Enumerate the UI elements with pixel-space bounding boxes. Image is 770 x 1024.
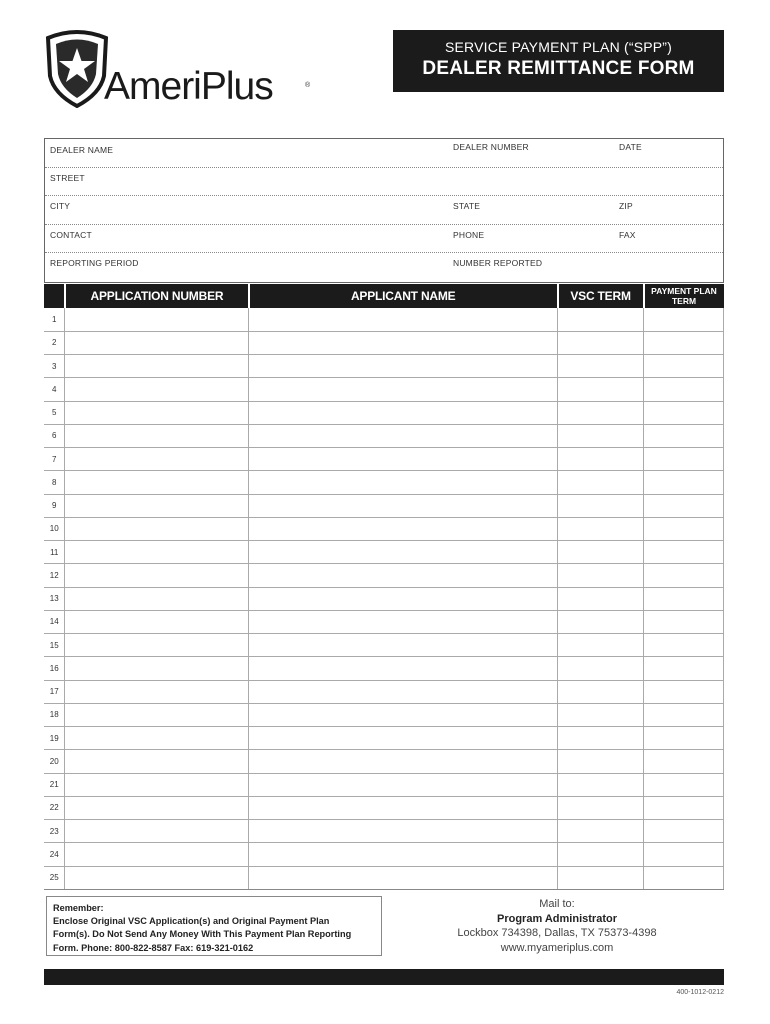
applicant-name-cell[interactable] (249, 727, 558, 750)
vsc-term-cell[interactable] (558, 820, 644, 843)
table-row (44, 587, 724, 610)
applicant-name-cell[interactable] (249, 703, 558, 726)
phone-field[interactable]: PHONE (453, 229, 485, 240)
payment-plan-term-cell[interactable] (644, 587, 724, 610)
applicant-name-cell[interactable] (249, 796, 558, 819)
vsc-term-cell[interactable] (558, 564, 644, 587)
row-number: 6 (44, 424, 65, 447)
payment-plan-term-cell[interactable] (644, 517, 724, 540)
applicant-name-cell[interactable] (249, 424, 558, 447)
vsc-term-cell[interactable] (558, 657, 644, 680)
vsc-term-cell[interactable] (558, 680, 644, 703)
application-number-cell[interactable] (65, 680, 249, 703)
applicant-name-cell[interactable] (249, 541, 558, 564)
contact-field[interactable]: CONTACT (50, 229, 92, 240)
payment-plan-term-cell[interactable] (644, 448, 724, 471)
application-table-body (44, 308, 724, 889)
applicant-name-cell[interactable] (249, 680, 558, 703)
table-row (44, 727, 724, 750)
remember-line-1: Enclose Original VSC Application(s) and Original Payment Plan (53, 916, 330, 927)
form-title: DEALER REMITTANCE FORM (422, 58, 695, 79)
table-row (44, 703, 724, 726)
row-number: 5 (44, 401, 65, 424)
row-number: 7 (44, 448, 65, 471)
application-number-cell[interactable] (65, 401, 249, 424)
payment-plan-term-cell[interactable] (644, 634, 724, 657)
row-number: 3 (44, 355, 65, 378)
application-number-cell[interactable] (65, 773, 249, 796)
application-number-cell[interactable] (65, 424, 249, 447)
applicant-name-cell[interactable] (249, 820, 558, 843)
vsc-term-cell[interactable] (558, 471, 644, 494)
applicant-name-cell[interactable] (249, 401, 558, 424)
vsc-term-cell[interactable] (558, 541, 644, 564)
application-number-cell[interactable] (65, 703, 249, 726)
application-table (44, 284, 724, 890)
footer-bar (44, 969, 724, 985)
applicant-name-cell[interactable] (249, 355, 558, 378)
table-row (44, 355, 724, 378)
applicant-name-cell[interactable] (249, 448, 558, 471)
application-number-cell[interactable] (65, 587, 249, 610)
table-row (44, 796, 724, 819)
payment-plan-term-cell[interactable] (644, 750, 724, 773)
applicant-name-cell[interactable] (249, 866, 558, 889)
table-row (44, 634, 724, 657)
row-number: 16 (44, 657, 65, 680)
applicant-name-cell[interactable] (249, 517, 558, 540)
row-number: 19 (44, 727, 65, 750)
applicant-name-cell[interactable] (249, 610, 558, 633)
zip-field[interactable]: ZIP (619, 201, 633, 212)
vsc-term-cell[interactable] (558, 424, 644, 447)
row-number: 20 (44, 750, 65, 773)
payment-plan-term-cell[interactable] (644, 401, 724, 424)
reporting-period-field[interactable]: REPORTING PERIOD (50, 258, 139, 269)
vsc-term-cell[interactable] (558, 494, 644, 517)
application-number-cell[interactable] (65, 541, 249, 564)
table-row (44, 820, 724, 843)
application-number-cell[interactable] (65, 634, 249, 657)
applicant-name-header: APPLICANT NAME (249, 284, 558, 308)
application-number-cell[interactable] (65, 866, 249, 889)
dealer-name-field[interactable]: DEALER NAME (50, 145, 114, 155)
vsc-term-cell[interactable] (558, 703, 644, 726)
table-row (44, 494, 724, 517)
vsc-term-cell[interactable] (558, 634, 644, 657)
remember-line-2: Form(s). Do Not Send Any Money With This Payment Plan Reporting (53, 929, 352, 940)
date-field[interactable]: DATE (619, 142, 642, 152)
row-number: 23 (44, 820, 65, 843)
ameriplus-logo (42, 28, 311, 108)
row-number: 4 (44, 378, 65, 401)
payment-plan-term-cell[interactable] (644, 820, 724, 843)
table-row (44, 471, 724, 494)
table-row (44, 378, 724, 401)
row-number: 14 (44, 610, 65, 633)
application-number-cell[interactable] (65, 471, 249, 494)
payment-plan-term-cell[interactable] (644, 471, 724, 494)
application-number-cell[interactable] (65, 564, 249, 587)
row-number: 2 (44, 331, 65, 354)
table-row (44, 657, 724, 680)
application-number-cell[interactable] (65, 331, 249, 354)
row-number: 11 (44, 541, 65, 564)
vsc-term-cell[interactable] (558, 355, 644, 378)
payment-plan-term-cell[interactable] (644, 564, 724, 587)
fax-field[interactable]: FAX (619, 229, 636, 240)
vsc-term-cell[interactable] (558, 378, 644, 401)
application-number-cell[interactable] (65, 378, 249, 401)
row-number-header (44, 284, 65, 308)
table-row (44, 541, 724, 564)
info-row-dealer (45, 139, 723, 168)
row-number: 25 (44, 866, 65, 889)
vsc-term-cell[interactable] (558, 587, 644, 610)
form-subtitle: SERVICE PAYMENT PLAN (“SPP”) (444, 39, 673, 55)
row-number: 8 (44, 471, 65, 494)
vsc-term-cell[interactable] (558, 331, 644, 354)
payment-plan-term-cell[interactable] (644, 541, 724, 564)
table-header-row (44, 284, 724, 308)
application-number-cell[interactable] (65, 517, 249, 540)
row-number: 17 (44, 680, 65, 703)
remember-note (46, 896, 382, 956)
row-number: 10 (44, 517, 65, 540)
website-link[interactable]: www.myameriplus.com (500, 941, 614, 954)
table-row (44, 750, 724, 773)
payment-plan-term-cell[interactable] (644, 331, 724, 354)
vsc-term-cell[interactable] (558, 401, 644, 424)
application-number-cell[interactable] (65, 355, 249, 378)
info-row-street (45, 168, 723, 197)
table-row (44, 308, 724, 331)
applicant-name-cell[interactable] (249, 750, 558, 773)
applicant-name-cell[interactable] (249, 843, 558, 866)
payment-plan-term-cell[interactable] (644, 308, 724, 331)
registered-mark: ® (305, 82, 311, 89)
row-number: 9 (44, 494, 65, 517)
table-row (44, 680, 724, 703)
row-number: 24 (44, 843, 65, 866)
application-number-cell[interactable] (65, 448, 249, 471)
mail-to-address: Lockbox 734398, Dallas, TX 75373-4398 (457, 927, 657, 939)
number-reported-field[interactable]: NUMBER REPORTED (453, 258, 543, 269)
applicant-name-cell[interactable] (249, 587, 558, 610)
row-number: 12 (44, 564, 65, 587)
vsc-term-cell[interactable] (558, 308, 644, 331)
application-number-cell[interactable] (65, 750, 249, 773)
applicant-name-cell[interactable] (249, 378, 558, 401)
payment-plan-term-cell[interactable] (644, 866, 724, 889)
street-field[interactable]: STREET (50, 172, 85, 183)
table-row (44, 773, 724, 796)
payment-plan-term-cell[interactable] (644, 773, 724, 796)
payment-plan-term-cell[interactable] (644, 610, 724, 633)
remember-line-3: Form. Phone: 800-822-8587 Fax: 619-321-0162 (53, 942, 254, 953)
vsc-term-cell[interactable] (558, 517, 644, 540)
logo-wordmark: AmeriPlus (104, 65, 273, 108)
application-number-cell[interactable] (65, 843, 249, 866)
row-number: 18 (44, 703, 65, 726)
application-number-cell[interactable] (65, 657, 249, 680)
payment-plan-term-cell[interactable] (644, 843, 724, 866)
row-number: 21 (44, 773, 65, 796)
table-row (44, 331, 724, 354)
vsc-term-cell[interactable] (558, 796, 644, 819)
applicant-name-cell[interactable] (249, 564, 558, 587)
shield-star-icon (42, 28, 112, 108)
table-row (44, 401, 724, 424)
table-row (44, 424, 724, 447)
vsc-term-cell[interactable] (558, 866, 644, 889)
payment-plan-term-cell[interactable] (644, 494, 724, 517)
application-number-cell[interactable] (65, 308, 249, 331)
info-row-city (45, 196, 723, 225)
vsc-term-header: VSC TERM (558, 284, 644, 308)
payment-plan-header-line2: TERM (671, 296, 697, 306)
payment-plan-term-cell[interactable] (644, 727, 724, 750)
mail-to-block (432, 897, 682, 955)
mail-to-name: Program Administrator (496, 912, 617, 925)
dealer-number-field[interactable]: DEALER NUMBER (453, 142, 529, 152)
payment-plan-header-line1: PAYMENT PLAN (651, 286, 717, 296)
applicant-name-cell[interactable] (249, 494, 558, 517)
table-row (44, 843, 724, 866)
table-row (44, 610, 724, 633)
vsc-term-cell[interactable] (558, 750, 644, 773)
payment-plan-term-cell[interactable] (644, 424, 724, 447)
row-number: 15 (44, 634, 65, 657)
payment-plan-term-cell[interactable] (644, 355, 724, 378)
dealer-info-block (44, 138, 724, 283)
application-number-cell[interactable] (65, 610, 249, 633)
info-row-reporting (45, 253, 723, 282)
payment-plan-term-cell[interactable] (644, 378, 724, 401)
row-number: 22 (44, 796, 65, 819)
city-field[interactable]: CITY (50, 201, 71, 212)
table-row (44, 866, 724, 889)
mail-to-label: Mail to: (539, 898, 575, 910)
remember-title: Remember: (53, 903, 104, 913)
payment-plan-term-header (644, 284, 724, 308)
state-field[interactable]: STATE (453, 201, 481, 212)
payment-plan-term-cell[interactable] (644, 796, 724, 819)
vsc-term-cell[interactable] (558, 448, 644, 471)
table-row (44, 448, 724, 471)
application-number-cell[interactable] (65, 820, 249, 843)
table-row (44, 564, 724, 587)
payment-plan-term-cell[interactable] (644, 703, 724, 726)
application-number-cell[interactable] (65, 727, 249, 750)
applicant-name-cell[interactable] (249, 471, 558, 494)
vsc-term-cell[interactable] (558, 843, 644, 866)
title-box (393, 30, 724, 92)
payment-plan-term-cell[interactable] (644, 680, 724, 703)
row-number: 13 (44, 587, 65, 610)
info-row-contact (45, 225, 723, 254)
payment-plan-term-cell[interactable] (644, 657, 724, 680)
vsc-term-cell[interactable] (558, 773, 644, 796)
applicant-name-cell[interactable] (249, 331, 558, 354)
application-number-cell[interactable] (65, 796, 249, 819)
vsc-term-cell[interactable] (558, 727, 644, 750)
vsc-term-cell[interactable] (558, 610, 644, 633)
table-row (44, 517, 724, 540)
applicant-name-cell[interactable] (249, 308, 558, 331)
application-number-header: APPLICATION NUMBER (65, 284, 249, 308)
applicant-name-cell[interactable] (249, 634, 558, 657)
applicant-name-cell[interactable] (249, 657, 558, 680)
form-number: 400-1012-0212 (676, 989, 724, 996)
applicant-name-cell[interactable] (249, 773, 558, 796)
row-number: 1 (44, 308, 65, 331)
application-number-cell[interactable] (65, 494, 249, 517)
